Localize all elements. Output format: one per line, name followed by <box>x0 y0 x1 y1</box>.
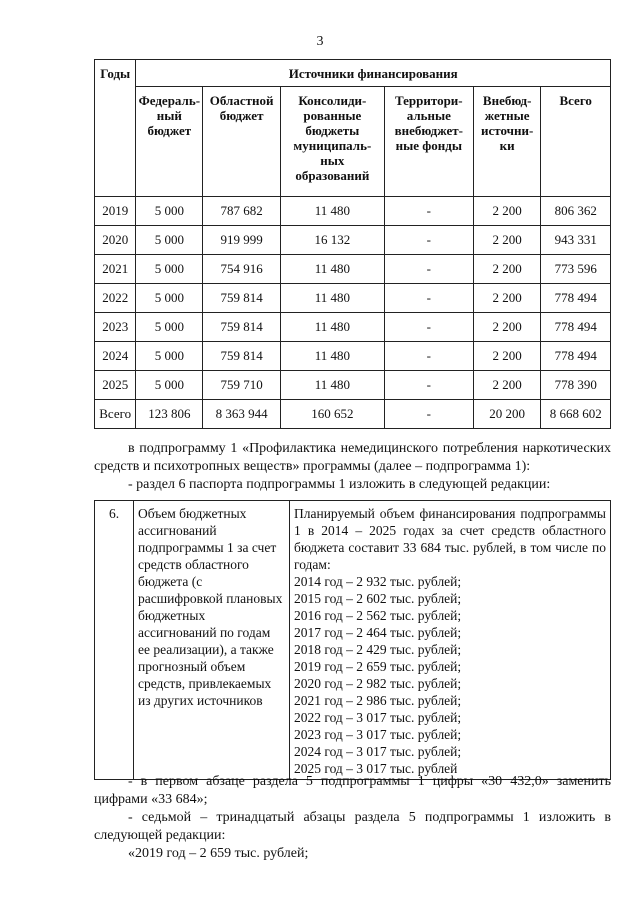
table-cell: - <box>384 371 473 400</box>
table-cell: 919 999 <box>203 226 281 255</box>
row-year-cell: 2023 <box>95 313 136 342</box>
table-cell: 2 200 <box>473 342 540 371</box>
table-cell: 11 480 <box>281 313 385 342</box>
col-header: Всего <box>541 87 611 197</box>
table-cell: 759 814 <box>203 342 281 371</box>
row-year-cell: 2020 <box>95 226 136 255</box>
table-cell: 11 480 <box>281 371 385 400</box>
table-cell: - <box>384 400 473 429</box>
group-header: Источники финансирования <box>136 60 611 87</box>
year-amount-line: 2018 год – 2 429 тыс. рублей; <box>294 642 462 657</box>
amendment-paragraph-1: - в первом абзаце раздела 5 подпрограммы 1 цифры «30 432,0» заменить цифрами «33 684»; <box>94 774 611 807</box>
table-cell: 8 668 602 <box>541 400 611 429</box>
amendment-paragraph-2: - седьмой – тринадцатый абзацы раздела 5 подпрограммы 1 изложить в следующей редакции: <box>94 810 611 843</box>
table-cell: 16 132 <box>281 226 385 255</box>
year-amount-line: 2014 год – 2 932 тыс. рублей; <box>294 574 462 589</box>
paragraph-section-6: - раздел 6 паспорта подпрограммы 1 изложить в следующей редакции: <box>128 477 551 492</box>
table-cell: 2 200 <box>473 313 540 342</box>
year-amount-line: 2022 год – 3 017 тыс. рублей; <box>294 710 462 725</box>
table-cell: 160 652 <box>281 400 385 429</box>
table-cell: 2 200 <box>473 197 540 226</box>
row-year-cell: 2025 <box>95 371 136 400</box>
row-year-cell: 2021 <box>95 255 136 284</box>
table-cell: 759 814 <box>203 284 281 313</box>
table-cell: 778 494 <box>541 342 611 371</box>
passport-row-content <box>290 501 611 780</box>
table-cell: 806 362 <box>541 197 611 226</box>
table-cell: - <box>384 284 473 313</box>
amendment-paragraph-3: «2019 год – 2 659 тыс. рублей; <box>128 846 309 861</box>
table-cell: - <box>384 197 473 226</box>
year-amount-line: 2020 год – 2 982 тыс. рублей; <box>294 676 462 691</box>
year-amount-line: 2016 год – 2 562 тыс. рублей; <box>294 608 462 623</box>
year-amount-line: 2019 год – 2 659 тыс. рублей; <box>294 659 462 674</box>
passport-intro: Планируемый объем финансирования подпрограммы 1 в 2014 – 2025 годах за счет средств областного бюджета составит 33 684 тыс. рублей, в том числе по годам: <box>294 506 606 572</box>
table-cell: 5 000 <box>136 371 203 400</box>
table-cell: 2 200 <box>473 284 540 313</box>
table-row <box>95 255 611 284</box>
table-row <box>95 371 611 400</box>
table-cell: 5 000 <box>136 284 203 313</box>
year-amount-line: 2023 год – 3 017 тыс. рублей; <box>294 727 462 742</box>
passport-row-description: Объем бюджетных ассигнований подпрограммы 1 за счет средств областного бюджета (с расшифровкой плановых бюджетных ассигнований по годам ее реализации), а также прогнозный объем средств, привлекаемых из других источников <box>134 501 290 780</box>
table-cell: 759 710 <box>203 371 281 400</box>
table-cell: 754 916 <box>203 255 281 284</box>
col-header-year: Годы <box>95 60 136 197</box>
col-header: Внебюд- жетные источни- ки <box>473 87 540 197</box>
passport-table <box>94 500 611 780</box>
table-cell: 778 390 <box>541 371 611 400</box>
row-year-cell: Всего <box>95 400 136 429</box>
passport-year-list <box>294 573 606 777</box>
table-cell: 11 480 <box>281 342 385 371</box>
passport-row-number: 6. <box>95 501 134 780</box>
table-cell: - <box>384 255 473 284</box>
col-header: Территори- альные внебюджет- ные фонды <box>384 87 473 197</box>
table-cell: 5 000 <box>136 313 203 342</box>
table-cell: 787 682 <box>203 197 281 226</box>
table-cell: 5 000 <box>136 342 203 371</box>
year-amount-line: 2024 год – 3 017 тыс. рублей; <box>294 744 462 759</box>
table-cell: - <box>384 313 473 342</box>
table-row <box>95 400 611 429</box>
table-row <box>95 197 611 226</box>
year-amount-line: 2015 год – 2 602 тыс. рублей; <box>294 591 462 606</box>
table-cell: 8 363 944 <box>203 400 281 429</box>
table-cell: 11 480 <box>281 255 385 284</box>
table-cell: 11 480 <box>281 197 385 226</box>
table-cell: 773 596 <box>541 255 611 284</box>
year-amount-line: 2025 год – 3 017 тыс. рублей <box>294 761 458 776</box>
table-row <box>95 313 611 342</box>
table-cell: 11 480 <box>281 284 385 313</box>
table-cell: 123 806 <box>136 400 203 429</box>
paragraph-subprogram-1: в подпрограмму 1 «Профилактика немедицинского потребления наркотических средств и психотропных веществ» программы (далее – подпрограмма 1): <box>94 441 611 474</box>
passport-row <box>95 501 611 780</box>
col-header: Консолиди- рованные бюджеты муниципаль- ных образований <box>281 87 385 197</box>
row-year-cell: 2024 <box>95 342 136 371</box>
row-year-cell: 2019 <box>95 197 136 226</box>
year-amount-line: 2017 год – 2 464 тыс. рублей; <box>294 625 462 640</box>
table-cell: 778 494 <box>541 313 611 342</box>
table-cell: 2 200 <box>473 255 540 284</box>
table-cell: 5 000 <box>136 197 203 226</box>
funding-table <box>94 59 611 429</box>
table-row <box>95 284 611 313</box>
table-row <box>95 342 611 371</box>
row-year-cell: 2022 <box>95 284 136 313</box>
table-cell: 20 200 <box>473 400 540 429</box>
col-header: Федераль- ный бюджет <box>136 87 203 197</box>
table-cell: 778 494 <box>541 284 611 313</box>
table-cell: 5 000 <box>136 226 203 255</box>
col-header: Областной бюджет <box>203 87 281 197</box>
table-cell: - <box>384 226 473 255</box>
table-cell: - <box>384 342 473 371</box>
table-row <box>95 226 611 255</box>
page-number: 3 <box>316 34 324 49</box>
table-cell: 943 331 <box>541 226 611 255</box>
table-cell: 759 814 <box>203 313 281 342</box>
table-cell: 2 200 <box>473 226 540 255</box>
table-cell: 5 000 <box>136 255 203 284</box>
year-amount-line: 2021 год – 2 986 тыс. рублей; <box>294 693 462 708</box>
table-cell: 2 200 <box>473 371 540 400</box>
